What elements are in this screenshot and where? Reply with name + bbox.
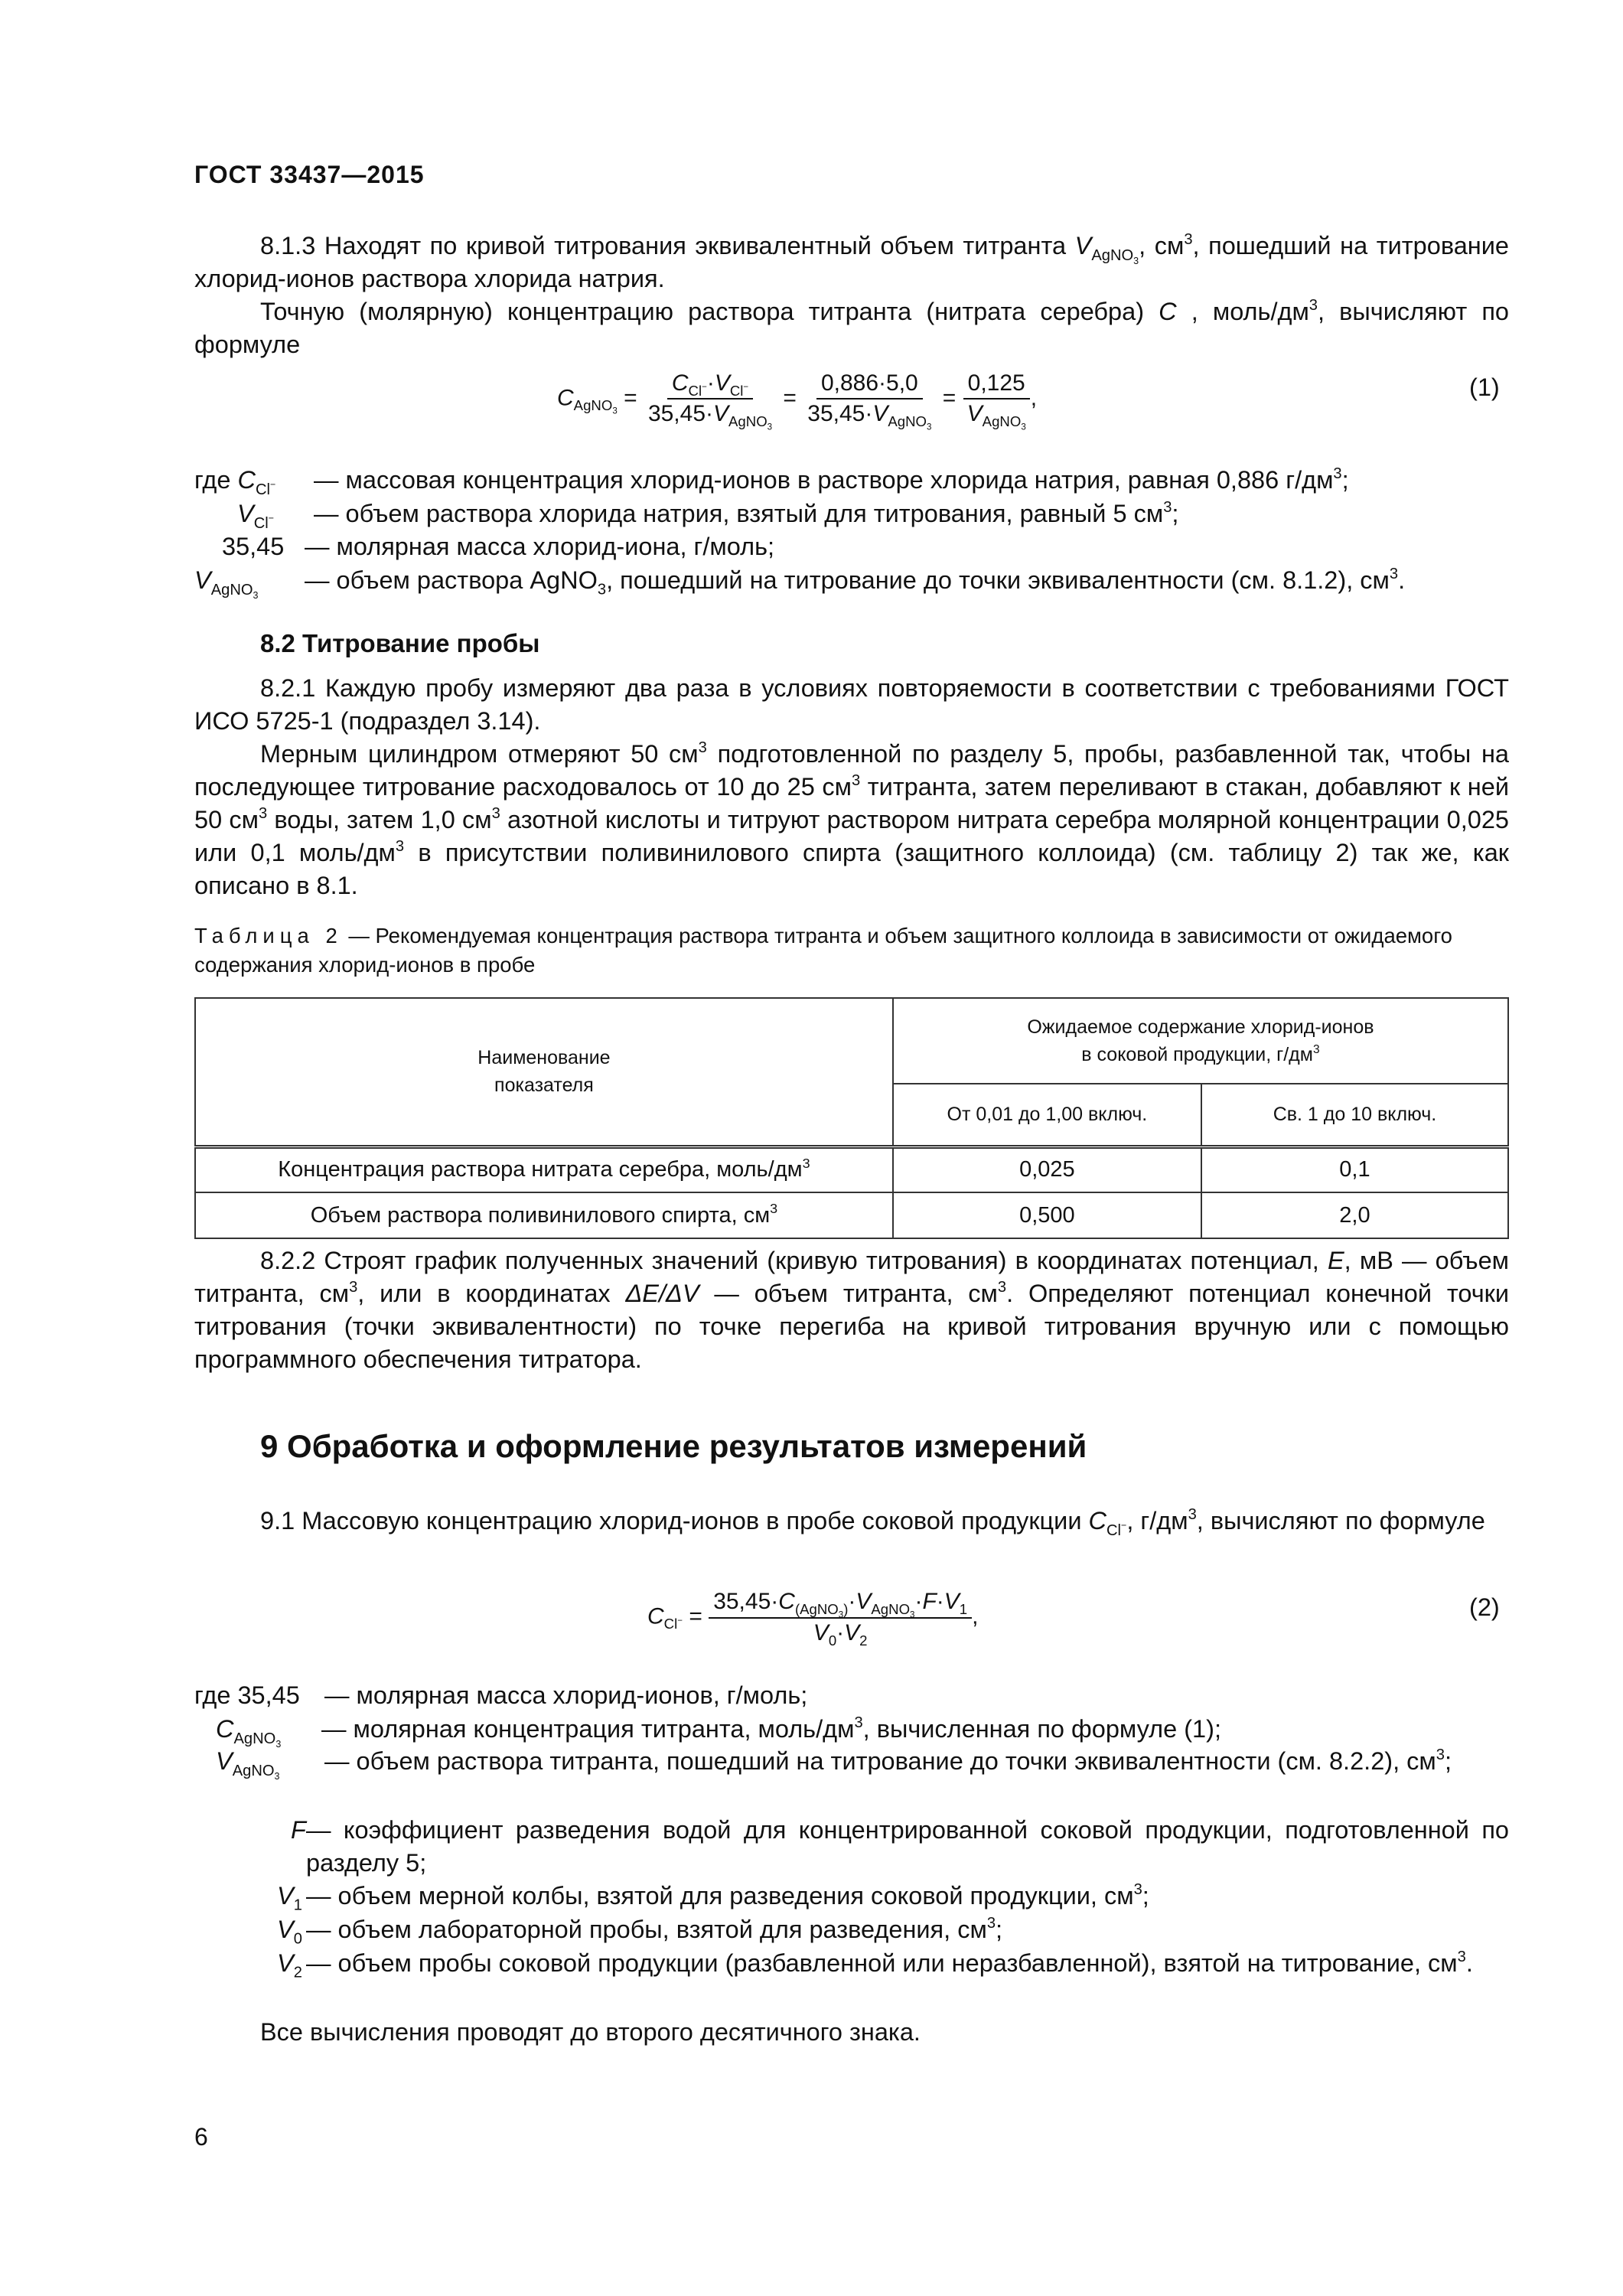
paragraph-measuring-cylinder: Мерным цилиндром отмеряют 50 $см^3$ подготовленной по разделу 5, пробы, разбавленной так, чтобы на последующее титрование расходовалось от 10 до 25 $см^3$ титранта, затем переливают в стакан, добавляют к ней 50 $см^3$ воды, затем 1,0 $см^3$ азотной кислоты и титруют раствором нитрата серебра молярной концентрации 0,025 или 0,1 моль/$дм^3$ в присутствии поливинилового спирта (защитного коллоида) (см. таблицу 2) так же, как описано в 8.1.	[194, 739, 1510, 899]
table-header-name: Наименование показателя	[195, 998, 893, 1146]
legend-v-cl: $V_{Cl^-}$	[237, 500, 275, 532]
paragraph-9-1: 9.1 Массовую концентрацию хлорид-ионов в пробе соковой продукции $C_{Cl^-}$, $г/дм^3$, вычисляют по формуле	[260, 1506, 1485, 1539]
legend2-v2-text: — объем пробы соковой продукции (разбавленной или неразбавленной), взятой на титрование, $см^3$.	[306, 1949, 1473, 1977]
legend2-molar-mass-text: — молярная масса хлорид-ионов, г/моль;	[324, 1681, 808, 1709]
table-cell-value: 2,0	[1201, 1192, 1508, 1238]
formula-1-number: (1)	[1469, 373, 1500, 401]
legend2-molar-mass: где 35,45	[194, 1681, 300, 1709]
table-cell-name: Объем раствора поливинилового спирта, $см^3$	[195, 1192, 893, 1238]
page-number: 6	[194, 2123, 208, 2151]
legend2-c-agno3: $C_{AgNO_3}$	[216, 1715, 282, 1750]
table-row	[195, 1146, 1508, 1192]
document-header: ГОСТ 33437—2015	[194, 161, 425, 188]
final-note: Все вычисления проводят до второго десятичного знака.	[260, 2018, 921, 2046]
legend2-v0-text: — объем лабораторной пробы, взятой для разведения, $см^3$;	[306, 1915, 1003, 1943]
table-cell-value: 0,1	[1201, 1146, 1508, 1192]
legend2-c-agno3-text: — молярная концентрация титранта, моль/$дм^3$, вычисленная по формуле (1);	[321, 1714, 1221, 1743]
paragraph-8-2-2: 8.2.2 Строят график полученных значений (кривую титрования) в координатах потенциал, E, мВ — объем титранта, $см^3$, или в координатах ΔE/ΔV — объем титранта, $см^3$. Определяют потенциал конечной точки титрования (точки эквивалентности) по точке перегиба на кривой титрования вручную или с помощью программного обеспечения титратора.	[194, 1247, 1510, 1373]
legend2-f: F	[291, 1816, 306, 1844]
paragraph-8-1-3: 8.1.3 Находят по кривой титрования эквивалентный объем титранта $V_{AgNO_3}$, $см^3$, пошедший на титрование хлорид-ионов раствора хлорида натрия.	[194, 231, 1509, 292]
formula-1: $C_{AgNO_3}$ = $\frac{C_{Cl^-}\cdot V_{Cl^-}}{35,45\cdot V_{AgNO_3}}$ = $\frac{0,886\cdot 5,0}{35,45\cdot V_{AgNO_3}}$ = $\frac{0,125}{V_{AgNO_3}}$ ,	[557, 370, 1038, 432]
legend-molar-mass-text: — молярная масса хлорид-иона, г/моль;	[305, 533, 775, 560]
legend2-v1: $V_1$	[277, 1882, 302, 1914]
table-header-sub2: Св. 1 до 10 включ.	[1201, 1084, 1508, 1146]
paragraph-molar-concentration: Точную (молярную) концентрацию раствора титранта (нитрата серебра) C , моль/$дм^3$, вычисляют по формуле	[194, 297, 1509, 358]
table-cell-value: 0,500	[893, 1192, 1201, 1238]
legend-c-cl: где $C_{Cl^-}$	[194, 466, 276, 498]
legend-v-cl-text: — объем раствора хлорида натрия, взятый для титрования, равный 5 $см^3$;	[314, 499, 1179, 527]
table-row	[195, 1192, 1508, 1238]
legend-v-agno3: $V_{AgNO_3}$	[194, 566, 259, 601]
legend-v-agno3-text: — объем раствора AgNO$_3$, пошедший на титрование до точки эквивалентности (см. 8.1.2), $см^3$.	[305, 566, 1406, 598]
legend2-v2: $V_2$	[277, 1949, 302, 1981]
section-8-2-heading: 8.2 Титрование пробы	[260, 629, 540, 657]
legend2-f-text: — коэффициент разведения водой для концентрированной соковой продукции, подготовленной по разделу 5;	[306, 1816, 1509, 1877]
formula-2-number: (2)	[1469, 1593, 1500, 1621]
legend2-v-agno3: $V_{AgNO_3}$	[216, 1747, 280, 1782]
paragraph-8-2-1: 8.2.1 Каждую пробу измеряют два раза в условиях повторяемости в соответствии с требованиями ГОСТ ИСО 5725-1 (подраздел 3.14).	[194, 674, 1509, 735]
legend-molar-mass: 35,45	[222, 533, 285, 560]
section-9-heading: 9 Обработка и оформление результатов измерений	[260, 1428, 1087, 1464]
formula-2: $C_{Cl^-}$ = $\frac{35,45\cdot C_{(AgNO_3)}\cdot V_{AgNO_3}\cdot F\cdot V_1}{V_0\cdot V_2}$ ,	[647, 1589, 979, 1649]
table-header-sub1: От 0,01 до 1,00 включ.	[893, 1084, 1201, 1146]
table-header-group: Ожидаемое содержание хлорид-ионов в соковой продукции, $г/дм^3$	[893, 998, 1508, 1084]
table-cell-value: 0,025	[893, 1146, 1201, 1192]
table-2-caption: Таблица 2 — Рекомендуемая концентрация раствора титранта и объем защитного коллоида в зависимости от ожидаемого содержания хлорид-ионов в пробе	[194, 924, 1452, 977]
legend2-v1-text: — объем мерной колбы, взятой для разведения соковой продукции, $см^3$;	[306, 1881, 1149, 1910]
table-cell-name: Концентрация раствора нитрата серебра, моль/$дм^3$	[195, 1146, 893, 1192]
legend-c-cl-text: — массовая концентрация хлорид-ионов в растворе хлорида натрия, равная 0,886 $г/дм^3$;	[314, 465, 1349, 494]
legend2-v0: $V_0$	[277, 1916, 302, 1948]
table-2	[194, 997, 1509, 1239]
legend2-v-agno3-text: — объем раствора титранта, пошедший на титрование до точки эквивалентности (см. 8.2.2), $см^3$;	[324, 1746, 1452, 1775]
